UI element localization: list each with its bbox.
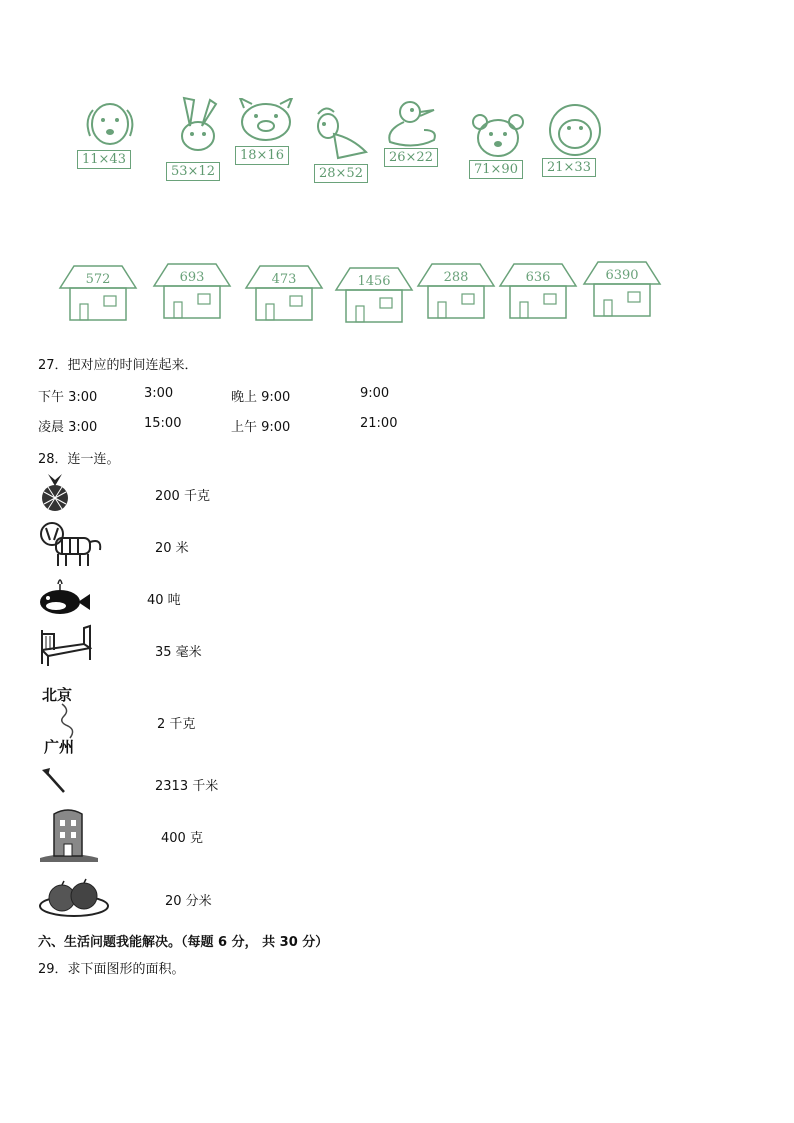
animal-rabbit xyxy=(170,96,226,158)
animal-goat xyxy=(308,104,372,162)
pineapple-icon xyxy=(38,474,72,512)
building-icon xyxy=(38,806,100,862)
time-3-00: 3:00 xyxy=(144,386,174,401)
item-nail xyxy=(38,766,68,796)
unit-label-4: 35 毫米 xyxy=(155,645,202,660)
unit-label-7: 400 克 xyxy=(161,831,203,846)
unit-label-2: 20 米 xyxy=(155,541,189,556)
bed-icon xyxy=(38,624,92,668)
animal-bear xyxy=(470,112,526,160)
animal-sign-pig: 18×16 xyxy=(235,146,289,165)
animal-sign-dog: 11×43 xyxy=(77,150,131,169)
item-map-route xyxy=(38,684,88,756)
house-number-5: 288 xyxy=(443,270,469,285)
time-afternoon-3: 下午 3:00 xyxy=(38,390,98,405)
monkey-icon xyxy=(540,102,610,158)
item-bed xyxy=(38,624,92,668)
unit-label-3: 40 吨 xyxy=(147,593,181,608)
animal-pig xyxy=(236,98,296,146)
animal-sign-rabbit: 53×12 xyxy=(166,162,220,181)
animal-dog xyxy=(78,96,142,156)
time-early-morning-3: 凌晨 3:00 xyxy=(38,420,98,435)
house-number-7: 6390 xyxy=(605,268,639,283)
house-6 xyxy=(500,264,576,318)
nail-icon xyxy=(38,766,68,796)
section-6-heading: 六、生活问题我能解决。（每题 6 分， 共 30 分） xyxy=(38,935,329,950)
unit-label-8: 20 分米 xyxy=(165,894,212,909)
dog-icon xyxy=(78,96,142,156)
rabbit-icon xyxy=(170,96,226,158)
house-1 xyxy=(60,266,136,320)
house-3 xyxy=(246,266,322,320)
pig-icon xyxy=(236,98,296,146)
guangzhou-label: 广州 xyxy=(44,738,75,756)
item-building xyxy=(38,806,100,862)
tiger-icon xyxy=(38,520,104,568)
duck-icon xyxy=(384,100,448,150)
item-whale xyxy=(38,576,92,616)
house-number-6: 636 xyxy=(525,270,551,285)
beijing-label: 北京 xyxy=(42,686,73,704)
animal-sign-goat: 28×52 xyxy=(314,164,368,183)
whale-icon xyxy=(38,576,92,616)
question-27-title: 27．把对应的时间连起来． xyxy=(38,358,198,373)
unit-label-1: 200 千克 xyxy=(155,489,210,504)
item-pineapple xyxy=(38,474,72,512)
goat-icon xyxy=(308,104,372,162)
animal-sign-duck: 26×22 xyxy=(384,148,438,167)
houses-row xyxy=(50,258,670,328)
question-29-title: 29．求下面图形的面积。 xyxy=(38,962,185,977)
house-5 xyxy=(418,264,494,318)
house-4 xyxy=(336,268,412,322)
house-2 xyxy=(154,264,230,318)
animal-sign-bear: 71×90 xyxy=(469,160,523,179)
house-number-4: 1456 xyxy=(357,274,391,289)
house-number-3: 473 xyxy=(271,272,297,287)
unit-label-5: 2 千克 xyxy=(157,717,196,732)
animal-duck xyxy=(384,100,448,150)
time-evening-9: 晚上 9:00 xyxy=(231,390,291,405)
time-15-00: 15:00 xyxy=(144,416,182,431)
item-tiger xyxy=(38,520,104,568)
time-9-00: 9:00 xyxy=(360,386,390,401)
animal-monkey xyxy=(540,102,610,158)
item-fruit-plate xyxy=(38,876,110,918)
unit-label-6: 2313 千米 xyxy=(155,779,219,794)
question-28-title: 28．连一连。 xyxy=(38,452,120,467)
bear-icon xyxy=(470,112,526,160)
house-7 xyxy=(584,262,660,316)
time-21-00: 21:00 xyxy=(360,416,398,431)
time-morning-9: 上午 9:00 xyxy=(231,420,291,435)
house-number-1: 572 xyxy=(85,272,111,287)
fruit-plate-icon xyxy=(38,876,110,918)
animal-sign-monkey: 21×33 xyxy=(542,158,596,177)
house-number-2: 693 xyxy=(179,270,205,285)
